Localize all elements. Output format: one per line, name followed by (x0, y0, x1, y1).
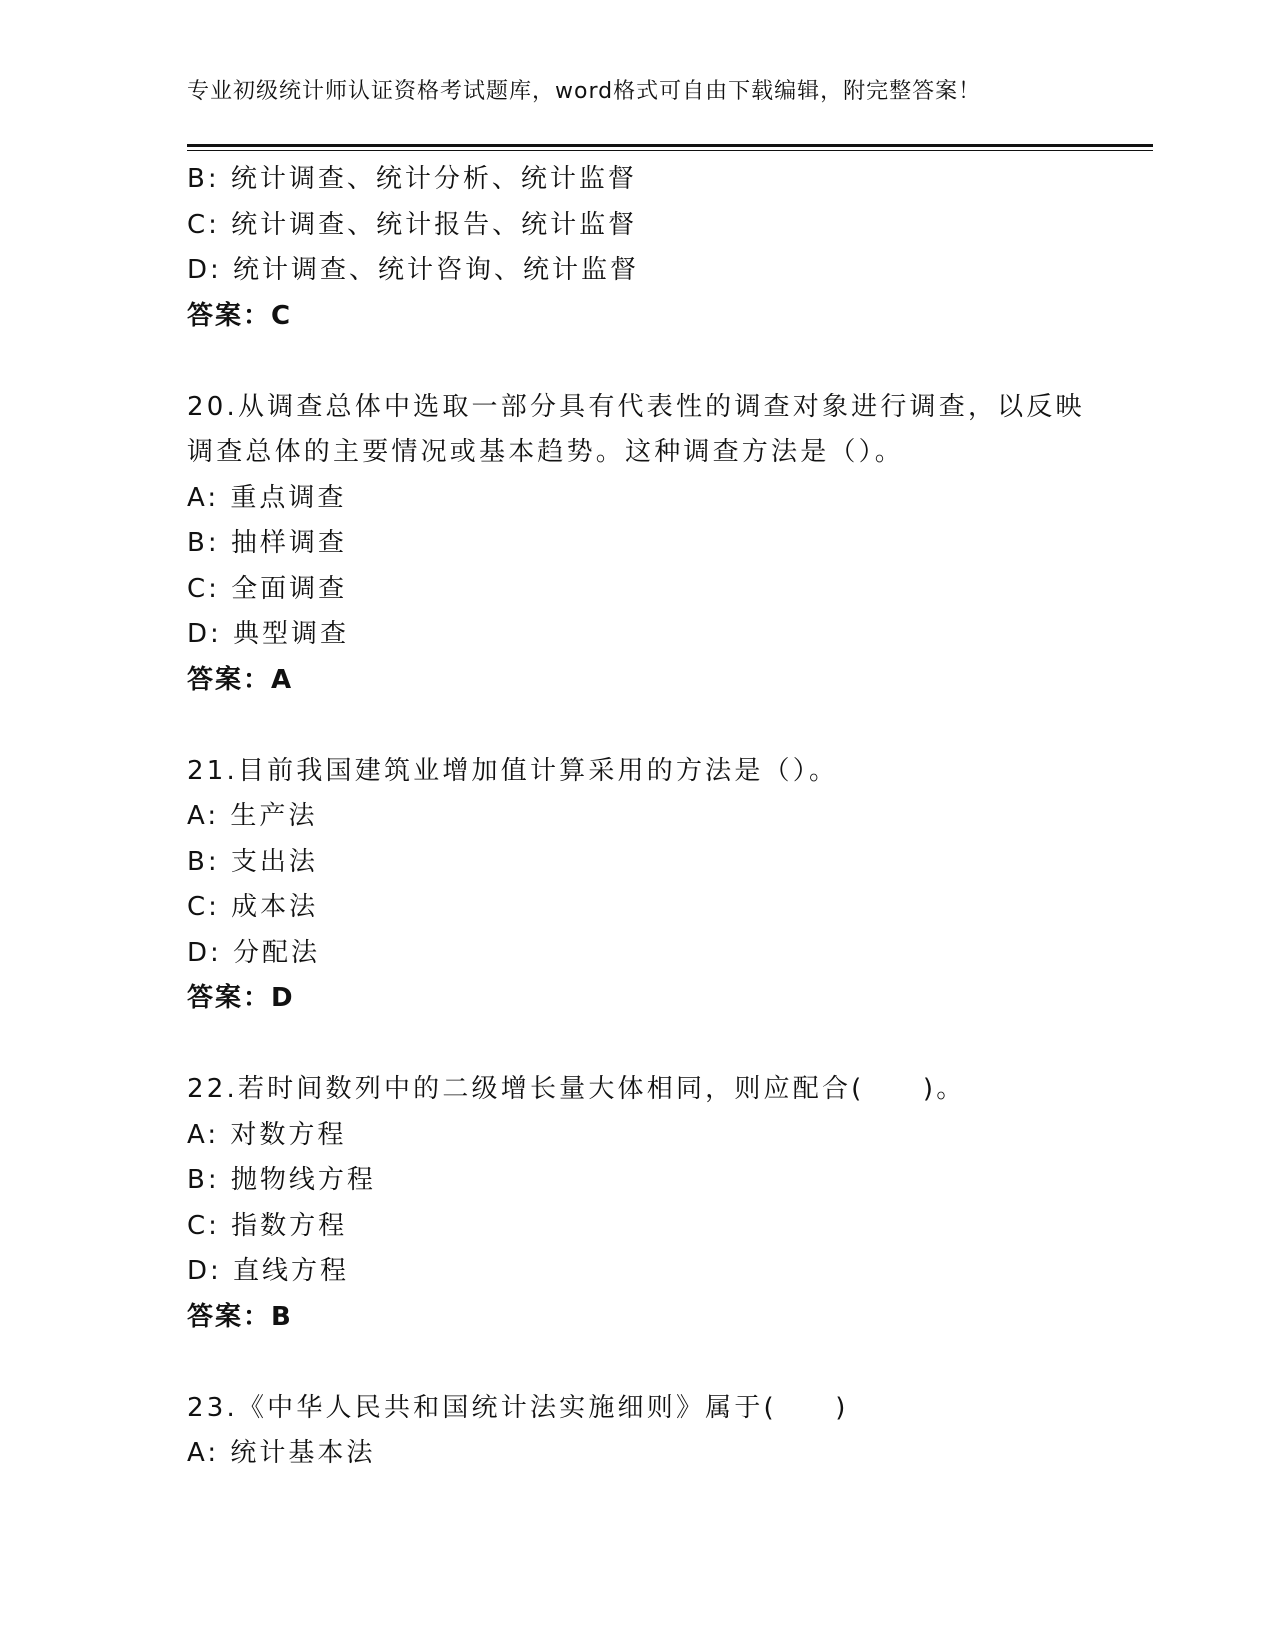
answer-line: 答案：A (187, 664, 294, 695)
question-content (187, 157, 1087, 1477)
option-d: D: 典型调查 (187, 619, 350, 649)
option-b: B: 抽样调查 (187, 528, 347, 558)
option-c: C: 指数方程 (187, 1210, 348, 1241)
option-a: A: 对数方程 (187, 1119, 347, 1150)
spacer (187, 703, 1087, 749)
header-rule-thick (187, 144, 1153, 147)
option-a: A: 生产法 (187, 801, 318, 831)
option-b: B: 抛物线方程 (187, 1165, 376, 1195)
question-23-block (187, 1386, 1087, 1477)
header-rule-thin (187, 150, 1153, 151)
answer-line: 答案：C (187, 300, 293, 331)
option-b: B: 支出法 (187, 846, 318, 877)
question-22-block (187, 1067, 1087, 1340)
question-20-block (187, 385, 1087, 704)
prev-question-block (187, 157, 1087, 339)
question-20-stem-line-1: 20.从调查总体中选取一部分具有代表性的调查对象进行调查，以反映 (187, 391, 1085, 422)
spacer (187, 339, 1087, 385)
question-23-stem: 23.《中华人民共和国统计法实施细则》属于( ) (187, 1392, 849, 1423)
option-c: C: 全面调查 (187, 573, 348, 604)
page-header: 专业初级统计师认证资格考试题库，word格式可自由下载编辑，附完整答案！ (187, 79, 982, 104)
answer-line: 答案：D (187, 983, 295, 1013)
option-a: A: 重点调查 (187, 482, 347, 513)
spacer (187, 1340, 1087, 1386)
answer-line: 答案：B (187, 1301, 293, 1332)
option-a: A: 统计基本法 (187, 1438, 376, 1468)
question-20-stem-line-2: 调查总体的主要情况或基本趋势。这种调查方法是（）。 (187, 437, 905, 467)
question-22-stem: 22.若时间数列中的二级增长量大体相同，则应配合( )。 (187, 1074, 966, 1104)
option-d: D: 统计调查、统计咨询、统计监督 (187, 255, 640, 285)
option-c: C: 统计调查、统计报告、统计监督 (187, 209, 638, 240)
option-d: D: 分配法 (187, 937, 321, 968)
option-c: C: 成本法 (187, 892, 319, 922)
question-21-stem: 21.目前我国建筑业增加值计算采用的方法是（）。 (187, 755, 839, 786)
option-d: D: 直线方程 (187, 1256, 350, 1286)
spacer (187, 1022, 1087, 1068)
option-b: B: 统计调查、统计分析、统计监督 (187, 164, 637, 194)
question-21-block (187, 749, 1087, 1022)
